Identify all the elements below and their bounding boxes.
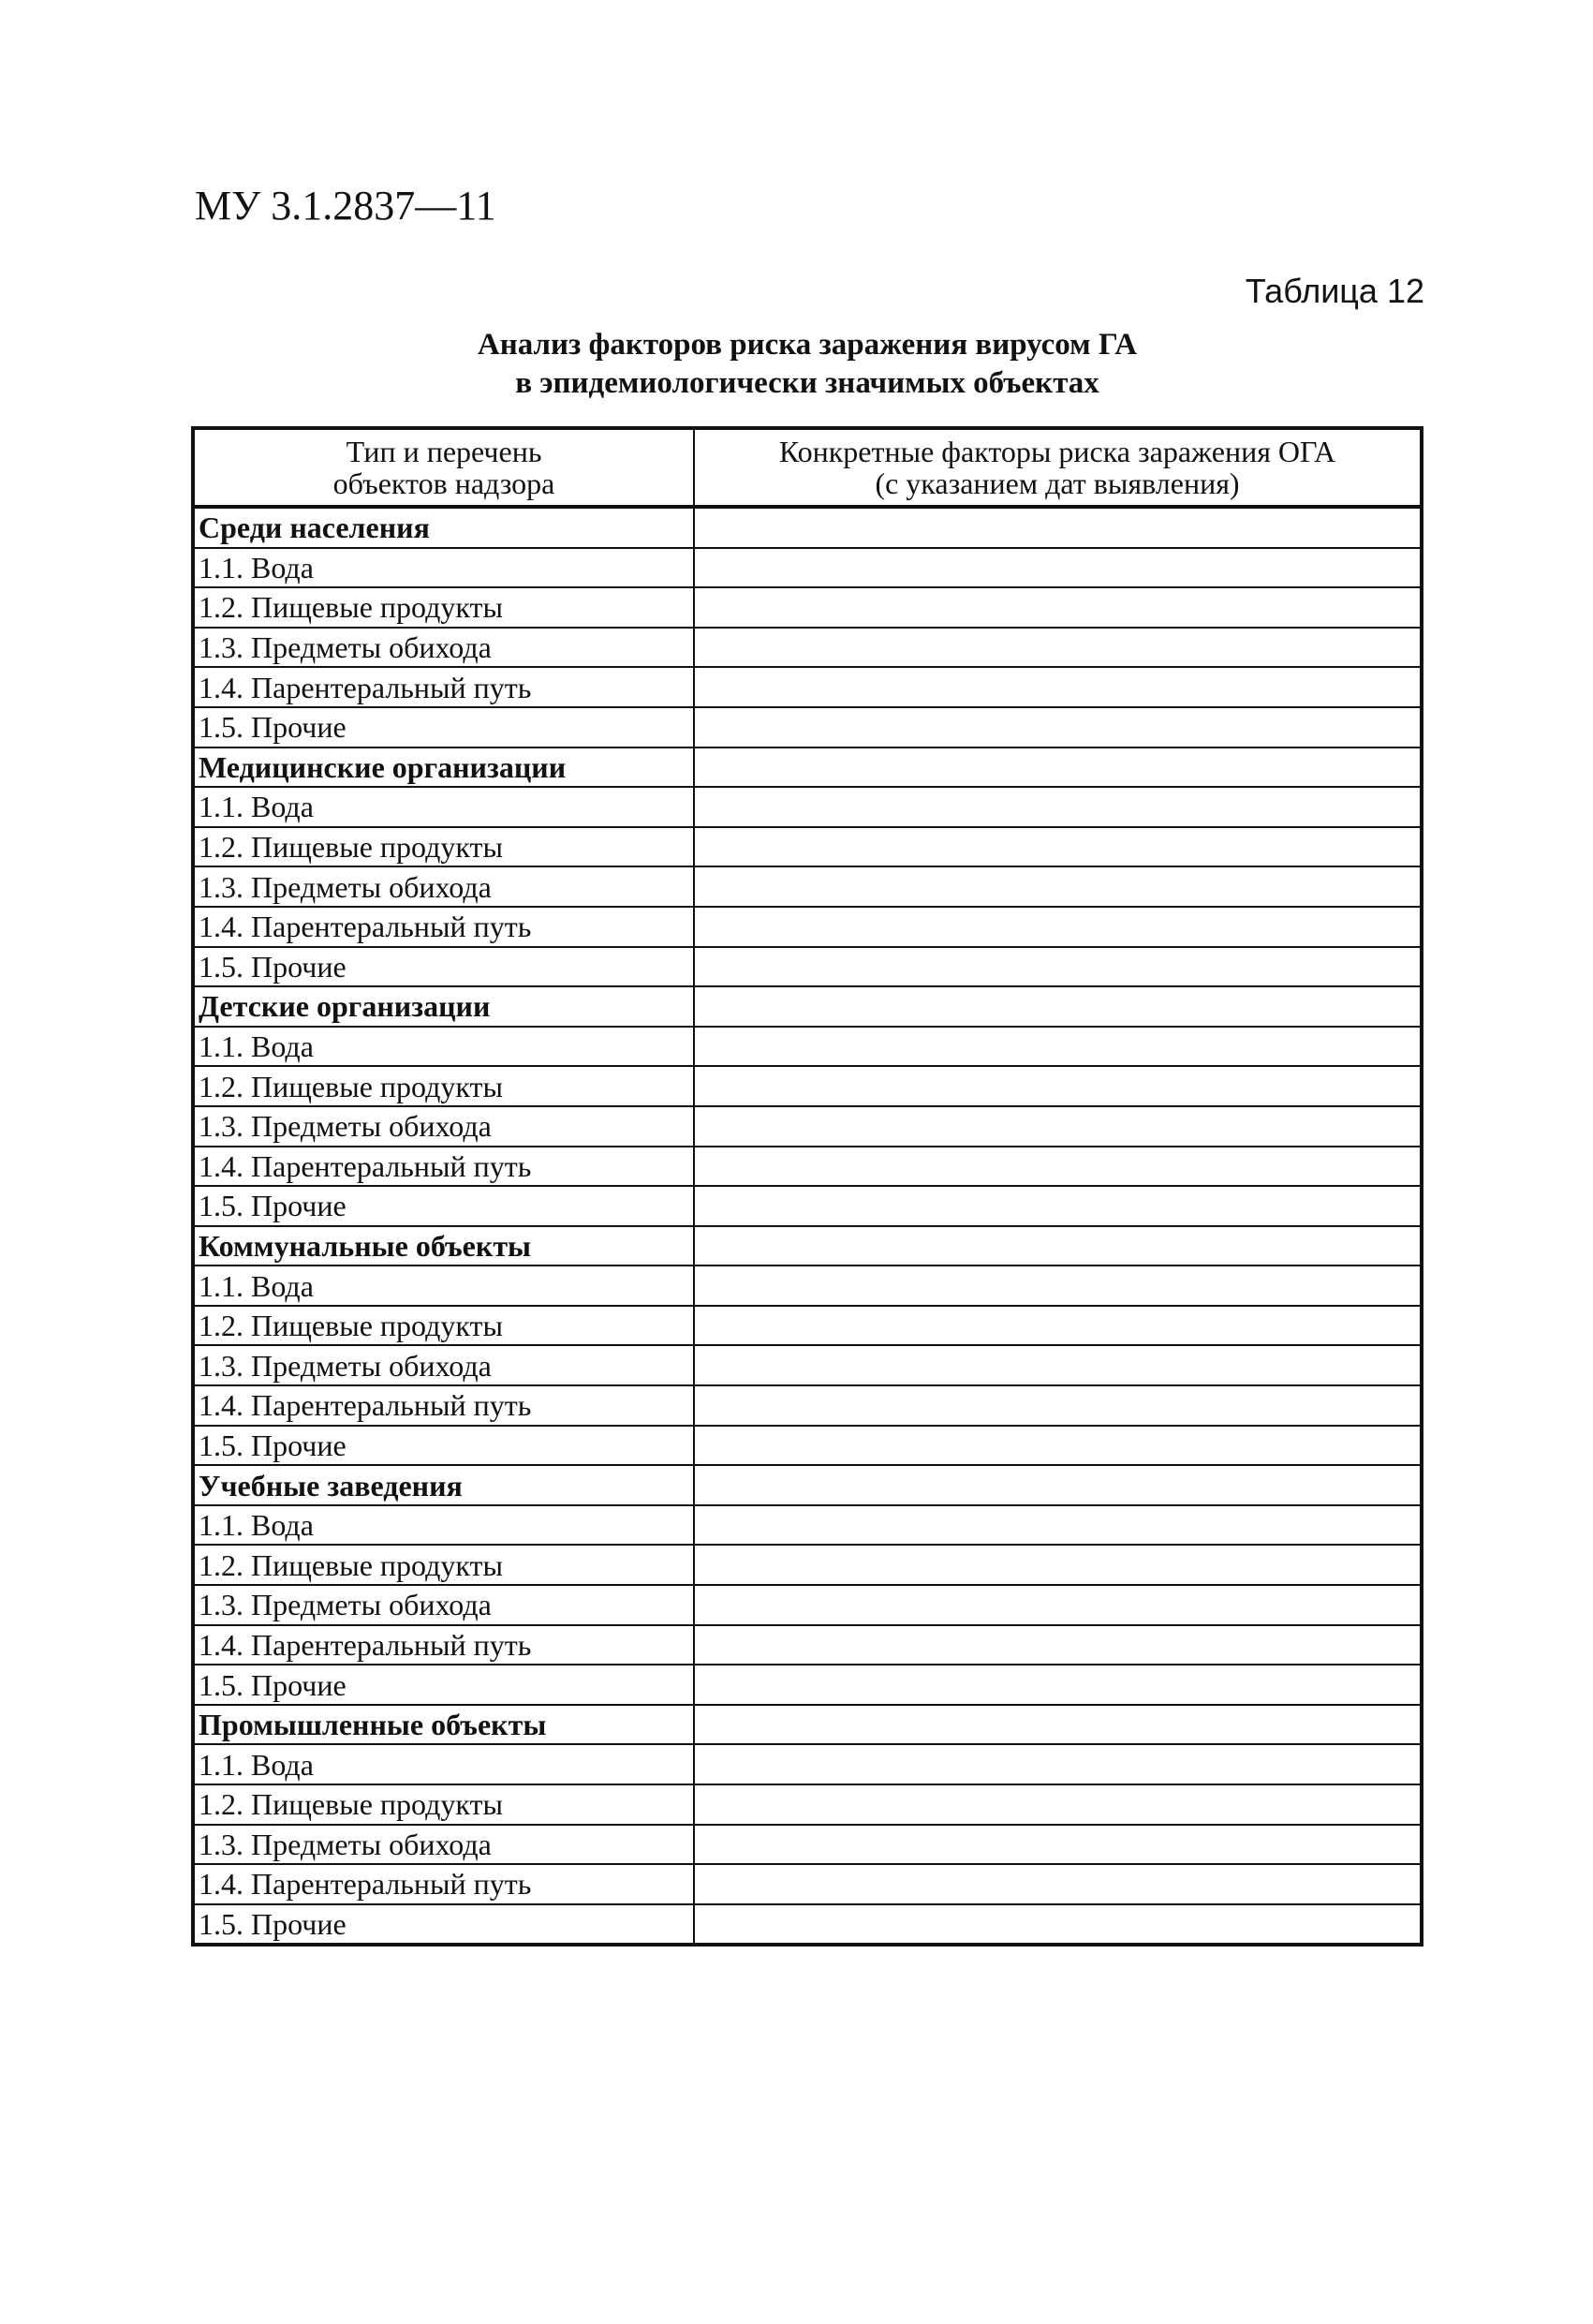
risk-factor-cell: [694, 1266, 1422, 1306]
risk-factor-cell: [694, 1106, 1422, 1147]
object-item-label: 1.4. Парентеральный путь: [193, 1147, 694, 1187]
object-item-label: 1.5. Прочие: [193, 947, 694, 987]
group-title: Коммунальные объекты: [193, 1226, 694, 1266]
risk-factor-cell: [694, 1465, 1422, 1505]
table-row: [193, 1665, 1422, 1705]
risk-factor-cell: [694, 507, 1422, 548]
object-item-label: 1.3. Предметы обихода: [193, 1345, 694, 1385]
table-row: [193, 1147, 1422, 1187]
table-row: [193, 947, 1422, 987]
table-row: [193, 1306, 1422, 1346]
risk-factor-cell: [694, 548, 1422, 588]
table-title-line-1: Анализ факторов риска заражения вирусом ГА: [477, 328, 1138, 362]
table-row: [193, 1505, 1422, 1546]
table-group-row: [193, 1226, 1422, 1266]
risk-factor-cell: [694, 1027, 1422, 1067]
group-title: Промышленные объекты: [193, 1705, 694, 1745]
table-row: [193, 1625, 1422, 1665]
table-group-row: [193, 986, 1422, 1027]
risk-factor-cell: [694, 1186, 1422, 1226]
object-item-label: 1.2. Пищевые продукты: [193, 1784, 694, 1825]
risk-factor-cell: [694, 628, 1422, 668]
table-row: [193, 866, 1422, 907]
header-object-type: [193, 428, 694, 507]
object-item-label: 1.1. Вода: [193, 1744, 694, 1784]
table-row: [193, 1545, 1422, 1585]
object-item-label: 1.2. Пищевые продукты: [193, 1066, 694, 1106]
table-body: [193, 507, 1422, 1945]
object-item-label: 1.3. Предметы обихода: [193, 866, 694, 907]
object-item-label: 1.2. Пищевые продукты: [193, 827, 694, 867]
table-group-row: [193, 748, 1422, 788]
risk-factor-cell: [694, 1825, 1422, 1865]
risk-factor-cell: [694, 787, 1422, 827]
risk-factor-cell: [694, 986, 1422, 1027]
risk-factor-cell: [694, 866, 1422, 907]
risk-factor-cell: [694, 1385, 1422, 1426]
risk-factor-cell: [694, 748, 1422, 788]
table-group-row: [193, 507, 1422, 548]
table-row: [193, 707, 1422, 748]
risk-factors-table: [191, 426, 1423, 1947]
risk-factor-cell: [694, 947, 1422, 987]
object-item-label: 1.1. Вода: [193, 1027, 694, 1067]
risk-factor-cell: [694, 667, 1422, 707]
risk-factor-cell: [694, 827, 1422, 867]
object-item-label: 1.4. Парентеральный путь: [193, 1864, 694, 1904]
table-row: [193, 1585, 1422, 1625]
object-item-label: 1.5. Прочие: [193, 1904, 694, 1946]
object-item-label: 1.2. Пищевые продукты: [193, 1306, 694, 1346]
risk-factor-cell: [694, 1306, 1422, 1346]
risk-factor-cell: [694, 707, 1422, 748]
table-row: [193, 787, 1422, 827]
table-row: [193, 667, 1422, 707]
table-row: [193, 1744, 1422, 1784]
table-title-line-2: в эпидемиологически значимых объектах: [515, 366, 1099, 400]
object-item-label: 1.5. Прочие: [193, 1665, 694, 1705]
table-header-row: [193, 428, 1422, 507]
group-title: Детские организации: [193, 986, 694, 1027]
risk-factor-cell: [694, 1066, 1422, 1106]
risk-factor-cell: [694, 1744, 1422, 1784]
object-item-label: 1.5. Прочие: [193, 1186, 694, 1226]
object-item-label: 1.1. Вода: [193, 1266, 694, 1306]
object-item-label: 1.1. Вода: [193, 548, 694, 588]
table-row: [193, 907, 1422, 947]
object-item-label: 1.1. Вода: [193, 1505, 694, 1546]
risk-factor-cell: [694, 587, 1422, 628]
risk-factor-cell: [694, 1426, 1422, 1466]
document-code: МУ 3.1.2837—11: [195, 183, 496, 229]
table-number: Таблица 12: [1245, 272, 1424, 310]
object-item-label: 1.4. Парентеральный путь: [193, 1385, 694, 1426]
table-row: [193, 1027, 1422, 1067]
header-risk-factors-line-2: (с указанием дат выявления): [875, 466, 1240, 500]
risk-factor-cell: [694, 1625, 1422, 1665]
header-risk-factors: [694, 428, 1422, 507]
table-group-row: [193, 1465, 1422, 1505]
object-item-label: 1.3. Предметы обихода: [193, 1825, 694, 1865]
object-item-label: 1.5. Прочие: [193, 1426, 694, 1466]
object-item-label: 1.4. Парентеральный путь: [193, 667, 694, 707]
object-item-label: 1.2. Пищевые продукты: [193, 1545, 694, 1585]
risk-factor-cell: [694, 1585, 1422, 1625]
object-item-label: 1.1. Вода: [193, 787, 694, 827]
table-row: [193, 1066, 1422, 1106]
table-row: [193, 587, 1422, 628]
object-item-label: 1.3. Предметы обихода: [193, 628, 694, 668]
object-item-label: 1.3. Предметы обихода: [193, 1585, 694, 1625]
risk-factor-cell: [694, 1226, 1422, 1266]
group-title: Учебные заведения: [193, 1465, 694, 1505]
table-row: [193, 827, 1422, 867]
table-row: [193, 628, 1422, 668]
header-risk-factors-line-1: Конкретные факторы риска заражения ОГА: [778, 435, 1336, 468]
table-row: [193, 1864, 1422, 1904]
table-row: [193, 1186, 1422, 1226]
table-row: [193, 1426, 1422, 1466]
table-row: [193, 1266, 1422, 1306]
table-group-row: [193, 1705, 1422, 1745]
table-row: [193, 1784, 1422, 1825]
risk-factor-cell: [694, 1784, 1422, 1825]
object-item-label: 1.5. Прочие: [193, 707, 694, 748]
table-row: [193, 1385, 1422, 1426]
table-row: [193, 1825, 1422, 1865]
risk-factor-cell: [694, 1665, 1422, 1705]
risk-factor-cell: [694, 1147, 1422, 1187]
risk-factor-cell: [694, 1505, 1422, 1546]
table-row: [193, 548, 1422, 588]
risk-factor-cell: [694, 1545, 1422, 1585]
header-object-type-line-1: Тип и перечень: [346, 435, 542, 468]
table-row: [193, 1904, 1422, 1946]
object-item-label: 1.2. Пищевые продукты: [193, 587, 694, 628]
risk-factor-cell: [694, 1904, 1422, 1946]
risk-factor-cell: [694, 1864, 1422, 1904]
object-item-label: 1.3. Предметы обихода: [193, 1106, 694, 1147]
table-row: [193, 1106, 1422, 1147]
risk-factor-cell: [694, 1705, 1422, 1745]
header-object-type-line-2: объектов надзора: [332, 466, 555, 500]
risk-factor-cell: [694, 1345, 1422, 1385]
object-item-label: 1.4. Парентеральный путь: [193, 907, 694, 947]
group-title: Среди населения: [193, 507, 694, 548]
risk-factor-cell: [694, 907, 1422, 947]
table-row: [193, 1345, 1422, 1385]
group-title: Медицинские организации: [193, 748, 694, 788]
object-item-label: 1.4. Парентеральный путь: [193, 1625, 694, 1665]
